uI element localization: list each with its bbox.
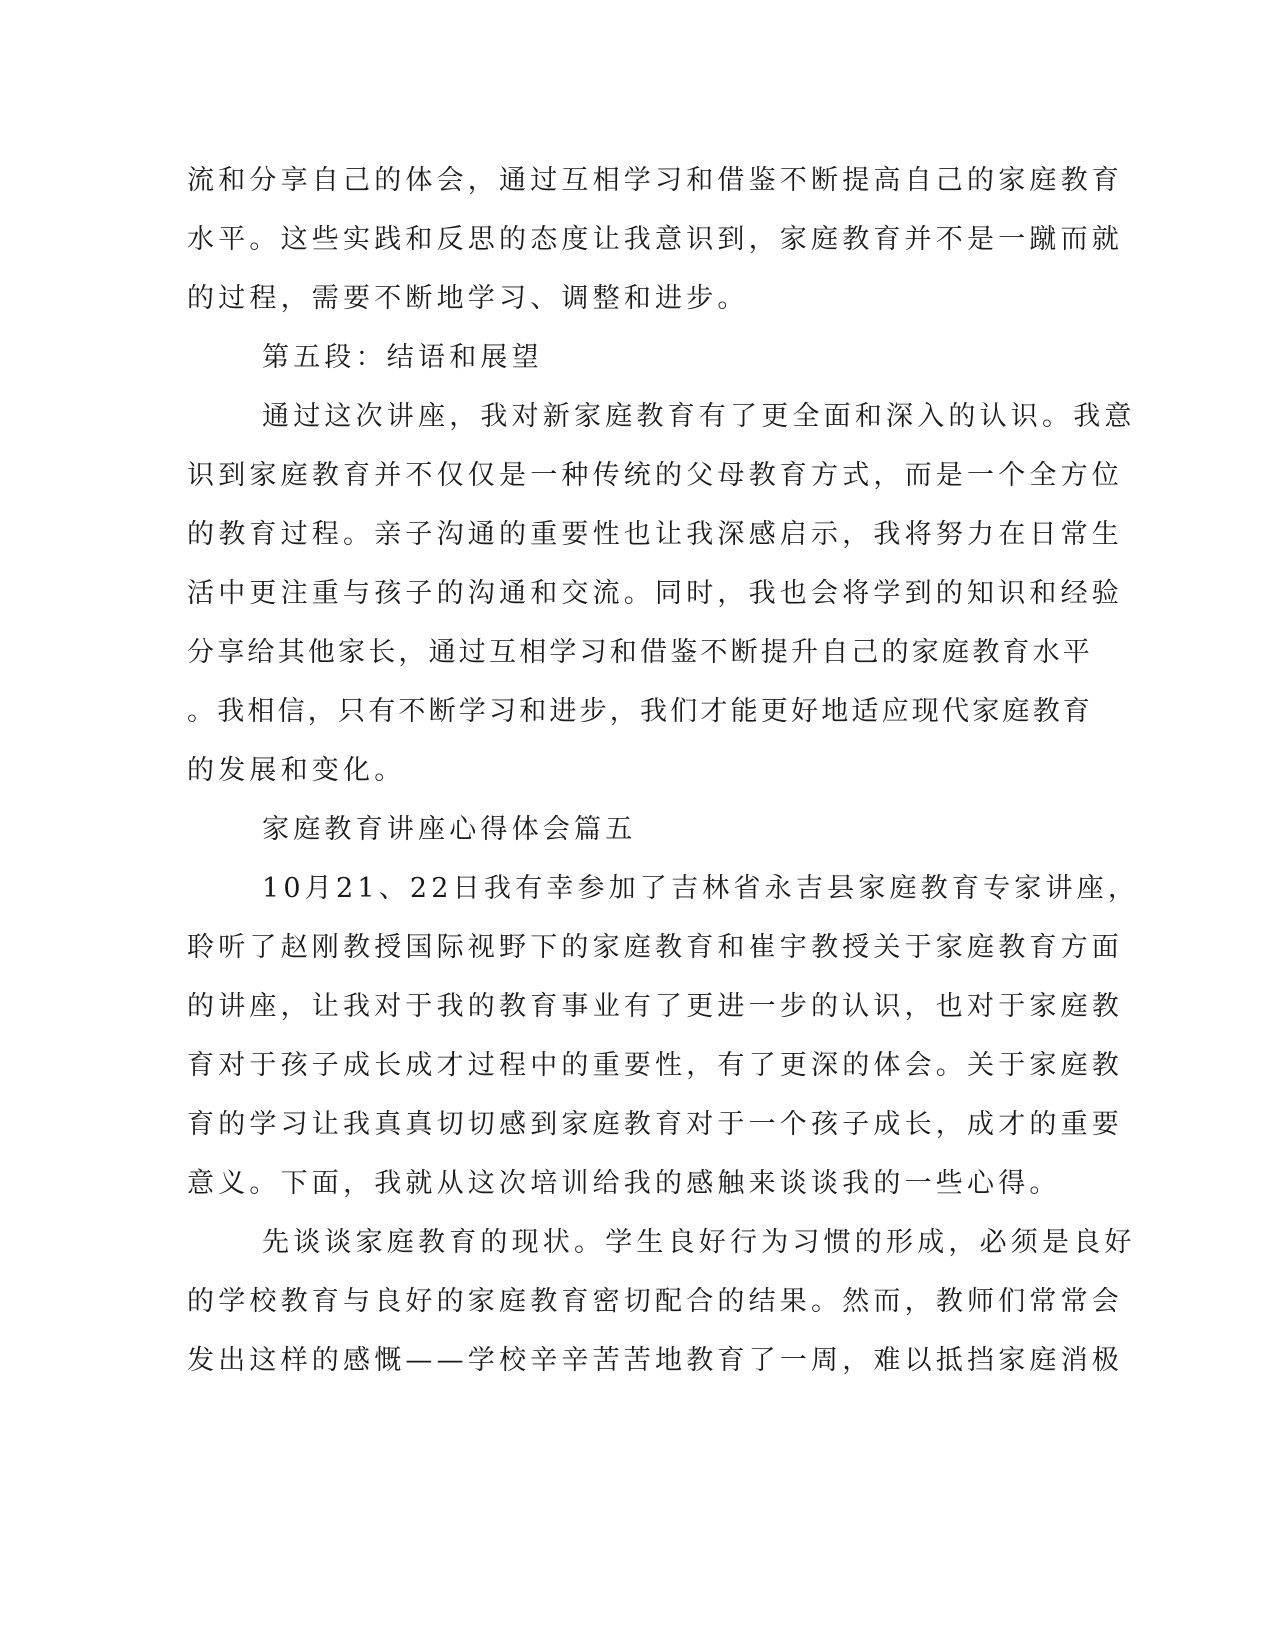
text-line: 通过这次讲座，我对新家庭教育有了更全面和深入的认识。我意 xyxy=(262,401,1136,432)
text-line: 先谈谈家庭教育的现状。学生良好行为习惯的形成，必须是良好 xyxy=(262,1227,1136,1258)
text-line: 。我相信，只有不断学习和进步，我们才能更好地适应现代家庭教育 xyxy=(187,696,1093,727)
text-line: 的教育过程。亲子沟通的重要性也让我深感启示，我将努力在日常生 xyxy=(187,519,1123,550)
text-line: 发出这样的感慨——学校辛辛苦苦地教育了一周，难以抵挡家庭消极 xyxy=(187,1345,1123,1376)
text-line: 聆听了赵刚教授国际视野下的家庭教育和崔宇教授关于家庭教育方面 xyxy=(187,932,1123,963)
section-heading: 家庭教育讲座心得体会篇五 xyxy=(262,814,637,845)
text-line: 活中更注重与孩子的沟通和交流。同时，我也会将学到的知识和经验 xyxy=(187,578,1123,609)
text-line: 育对于孩子成长成才过程中的重要性，有了更深的体会。关于家庭教 xyxy=(187,1050,1123,1081)
text-line: 的过程，需要不断地学习、调整和进步。 xyxy=(187,283,749,314)
text-line: 的讲座，让我对于我的教育事业有了更进一步的认识，也对于家庭教 xyxy=(187,991,1123,1022)
text-line: 10月21、22日我有幸参加了吉林省永吉县家庭教育专家讲座， xyxy=(262,873,1140,904)
text-line: 的发展和变化。 xyxy=(187,755,406,786)
text-line: 育的学习让我真真切切感到家庭教育对于一个孩子成长，成才的重要 xyxy=(187,1109,1123,1140)
text-line: 分享给其他家长，通过互相学习和借鉴不断提升自己的家庭教育水平 xyxy=(187,637,1093,668)
text-line: 识到家庭教育并不仅仅是一种传统的父母教育方式，而是一个全方位 xyxy=(187,460,1123,491)
text-line: 意义。下面，我就从这次培训给我的感触来谈谈我的一些心得。 xyxy=(187,1168,1061,1199)
text-line: 流和分享自己的体会，通过互相学习和借鉴不断提高自己的家庭教育 xyxy=(187,165,1123,196)
text-line: 水平。这些实践和反思的态度让我意识到，家庭教育并不是一蹴而就 xyxy=(187,224,1123,255)
text-line: 的学校教育与良好的家庭教育密切配合的结果。然而，教师们常常会 xyxy=(187,1286,1123,1317)
section-heading: 第五段：结语和展望 xyxy=(262,342,543,373)
